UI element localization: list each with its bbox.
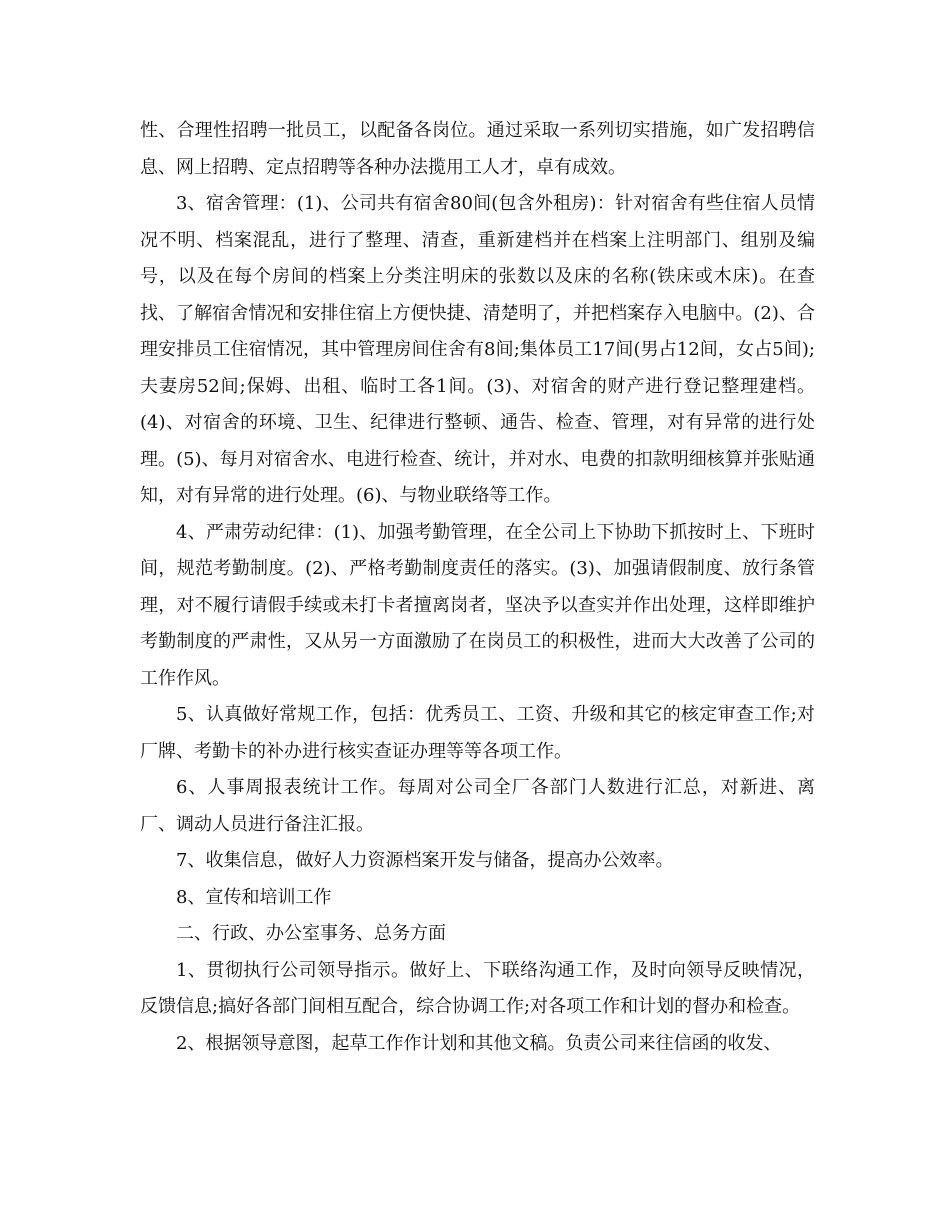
paragraph-recruitment-end: 性、合理性招聘一批员工，以配备各岗位。通过采取一系列切实措施，如广发招聘信息、网上招聘、定点招聘等各种办法揽用工人才，卓有成效。 bbox=[140, 120, 815, 178]
paragraph-labor-discipline: 4、严肃劳动纪律：(1)、加强考勤管理，在全公司上下协助下抓按时上、下班时间，规范考勤制度。(2)、严格考勤制度责任的落实。(3)、加强请假制度、放行条管理，对不履行请假手续或未打卡者擅离岗者，坚决予以查实并作出处理，这样即维护考勤制度的严肃性，又从另一方面激励了在岗员工的积极性，进而大大改善了公司的工作作风。 bbox=[140, 521, 815, 689]
section-heading-administration: 二、行政、办公室事务、总务方面 bbox=[176, 923, 446, 944]
paragraph-collect-information: 7、收集信息，做好人力资源档案开发与储备，提高办公效率。 bbox=[176, 850, 674, 871]
paragraph-dormitory-management: 3、宿舍管理：(1)、公司共有宿舍80间(包含外租房)：针对宿舍有些住宿人员情况不明、档案混乱，进行了整理、清查，重新建档并在档案上注明部门、组别及编号，以及在每个房间的档案上分类注明床的张数以及床的名称(铁床或木床)。在查找、了解宿舍情况和安排住宿上方便快捷、清楚明了，并把档案存入电脑中。(2)、合理安排员工住宿情况，其中管理房间住舍有8间;集体员工17间(男占12间，女占5间);夫妻房52间;保姆、出租、临时工各1间。(3)、对宿舍的财产进行登记整理建档。(4)、对宿舍的环境、卫生、纪律进行整顿、通告、检查、管理，对有异常的进行处理。(5)、每月对宿舍水、电进行检查、统计，并对水、电费的扣款明细核算并张贴通知，对有异常的进行处理。(6)、与物业联络等工作。 bbox=[140, 193, 815, 506]
paragraph-leadership-instructions: 1、贯彻执行公司领导指示。做好上、下联络沟通工作，及时向领导反映情况，反馈信息;搞好各部门间相互配合，综合协调工作;对各项工作和计划的督办和检查。 bbox=[140, 959, 815, 1017]
paragraph-routine-work: 5、认真做好常规工作，包括：优秀员工、工资、升级和其它的核定审查工作;对厂牌、考勤卡的补办进行核实查证办理等等各项工作。 bbox=[140, 704, 815, 762]
paragraph-drafting-documents: 2、根据领导意图，起草工作作计划和其他文稿。负责公司来往信函的收发、 bbox=[176, 1032, 782, 1054]
paragraph-publicity-training: 8、宣传和培训工作 bbox=[176, 886, 332, 908]
paragraph-weekly-report: 6、人事周报表统计工作。每周对公司全厂各部门人数进行汇总，对新进、离厂、调动人员进行备注汇报。 bbox=[140, 777, 815, 835]
